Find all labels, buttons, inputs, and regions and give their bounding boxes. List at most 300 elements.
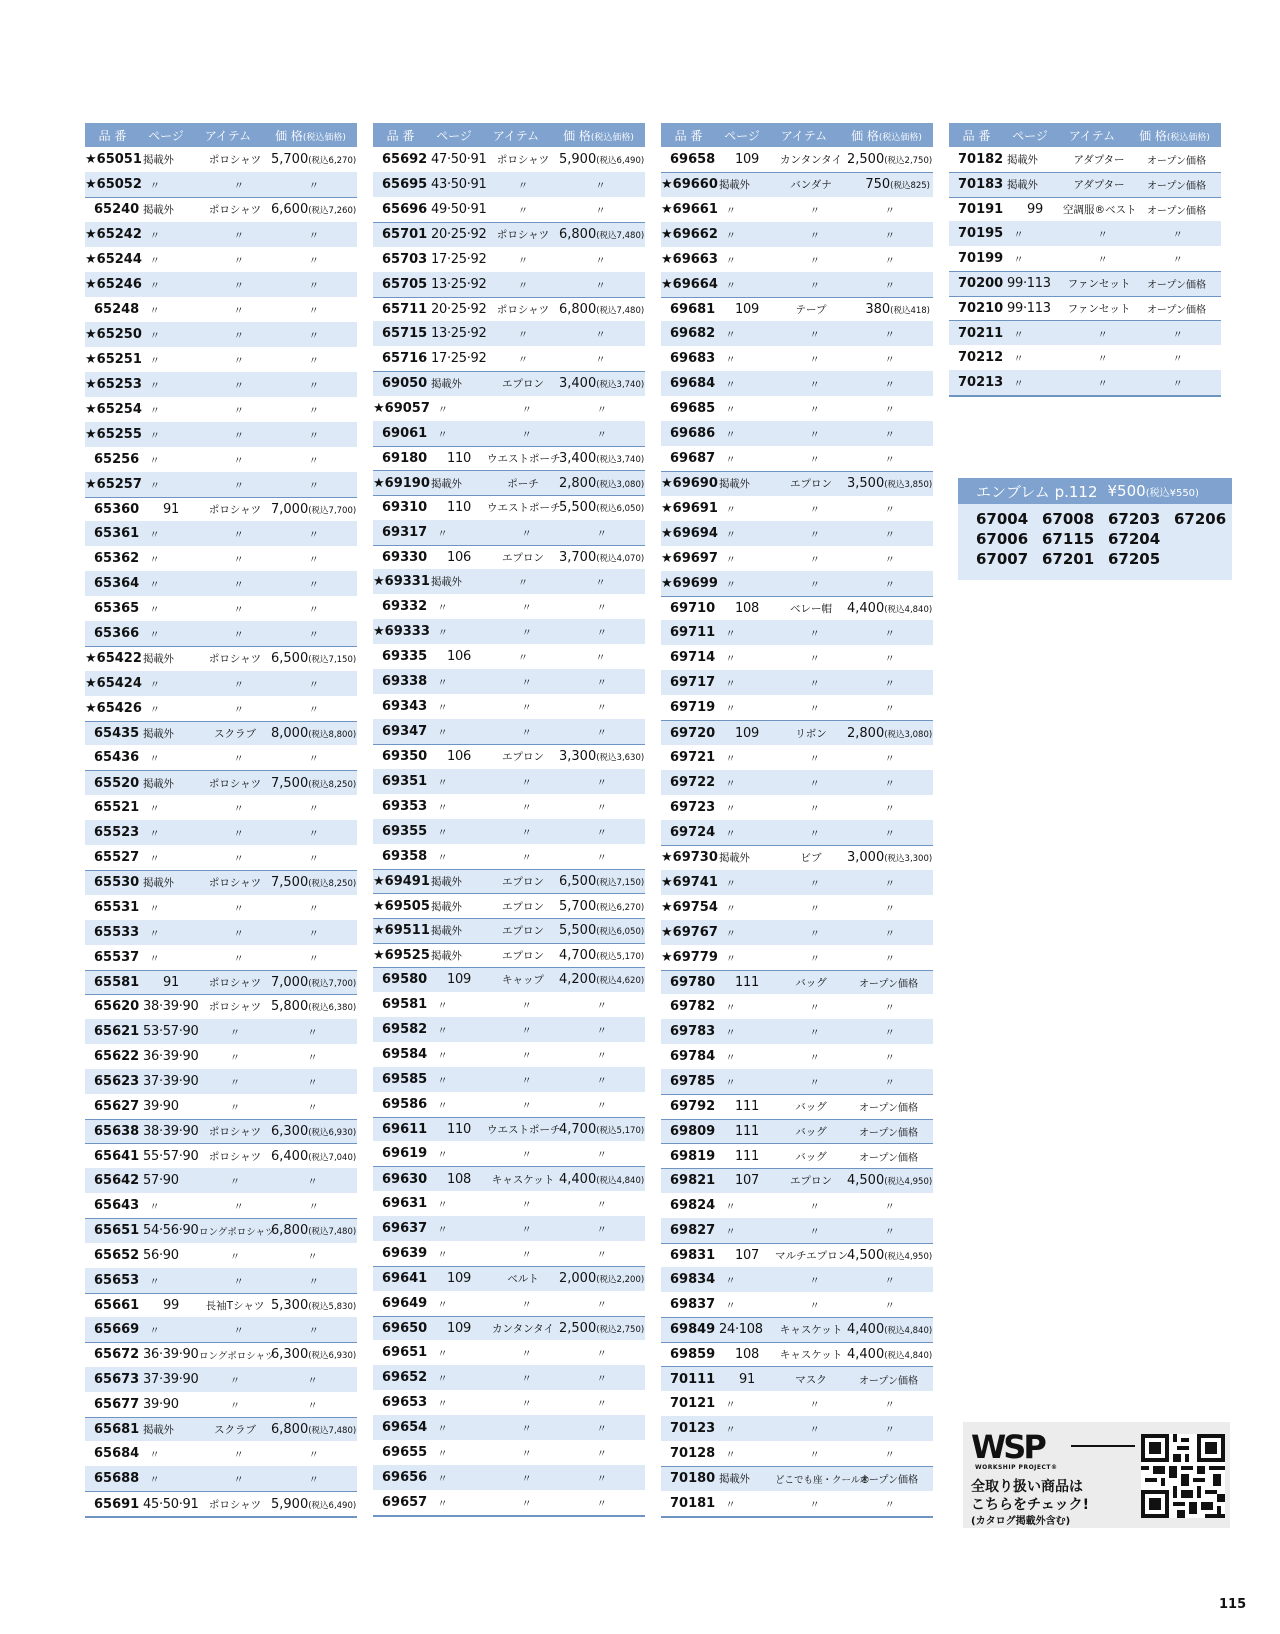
emblem-code: 67206 — [1174, 510, 1227, 528]
table-row — [373, 1092, 645, 1117]
product-code: 69338 — [382, 674, 428, 690]
catalog-page: 111 — [735, 1124, 759, 1140]
product-code: 69849 — [670, 1322, 716, 1338]
price: 〃 — [884, 1003, 895, 1015]
wsp-banner[interactable] — [963, 1422, 1230, 1528]
catalog-page: 〃 — [149, 355, 160, 367]
price: 〃 — [595, 206, 606, 217]
price: オープン価格 — [858, 1103, 919, 1115]
product-code: 65523 — [94, 824, 140, 840]
item-name: 〃 — [809, 1226, 820, 1238]
product-code: 65695 — [382, 177, 428, 192]
catalog-page: 〃 — [725, 330, 736, 342]
price-tax-included: (税込6,270) — [308, 156, 357, 166]
header-item: アイテム — [492, 128, 540, 143]
item-name: 〃 — [809, 529, 820, 541]
product-code: ★65257 — [85, 476, 142, 492]
table-row — [373, 1216, 645, 1241]
item-name: エプロン — [502, 949, 544, 962]
table-row — [661, 1193, 933, 1218]
product-code: 65715 — [382, 326, 428, 342]
item-name: 〃 — [233, 803, 244, 815]
table-row — [661, 845, 933, 870]
price-tax-included: (税込2,750) — [596, 1324, 645, 1335]
table-row — [373, 1191, 645, 1216]
item-name: 〃 — [233, 530, 244, 542]
price: オープン価格 — [858, 1128, 919, 1140]
catalog-page: 掲載外 — [143, 1424, 174, 1437]
price: 〃 — [596, 1374, 607, 1386]
price: 〃 — [308, 355, 319, 367]
price: 〃 — [596, 728, 607, 740]
item-name: 〃 — [809, 828, 820, 840]
table-row — [661, 571, 933, 596]
catalog-page: 111 — [735, 1099, 759, 1115]
table-row — [85, 571, 357, 596]
table-row — [85, 1417, 357, 1442]
product-code: 65436 — [94, 750, 140, 766]
item-name: ポーチ — [507, 477, 539, 490]
price: 〃 — [596, 852, 607, 864]
catalog-page: 〃 — [149, 605, 160, 617]
catalog-page: 掲載外 — [143, 728, 174, 741]
catalog-page: 〃 — [149, 230, 160, 242]
table-row — [661, 970, 933, 995]
table-row — [661, 895, 933, 920]
price: 〃 — [884, 529, 895, 541]
item-name: 〃 — [521, 603, 532, 615]
price: 〃 — [308, 380, 319, 392]
item-name: カンタンタイ — [780, 154, 842, 166]
item-name: 〃 — [809, 380, 820, 392]
price-tax-included: (税込6,270) — [596, 902, 645, 913]
catalog-page: 〃 — [437, 603, 448, 615]
table-row — [85, 1466, 357, 1491]
catalog-page: 〃 — [149, 928, 160, 940]
qr-code-icon[interactable] — [1141, 1434, 1225, 1518]
table-row — [373, 520, 645, 545]
table-row — [85, 745, 357, 770]
product-code: 65692 — [382, 152, 428, 167]
catalog-page: 掲載外 — [431, 925, 462, 938]
header-code: 品 番 — [386, 128, 415, 143]
table-row — [373, 247, 645, 272]
table-row — [373, 1440, 645, 1465]
price: 〃 — [308, 455, 319, 467]
product-code: 69711 — [670, 625, 716, 641]
item-name: 〃 — [518, 330, 528, 342]
price: 〃 — [884, 928, 895, 940]
product-code: ★65246 — [85, 276, 142, 292]
item-name: ロングポロシャツ — [199, 1226, 275, 1238]
price: 2,500(税込2,750) — [559, 1320, 645, 1336]
table-row — [373, 1365, 645, 1390]
catalog-page: 〃 — [437, 1075, 448, 1087]
item-name: 〃 — [230, 1077, 240, 1089]
item-name: 〃 — [809, 1201, 820, 1213]
item-name: 〃 — [521, 1399, 532, 1411]
price: 〃 — [884, 778, 895, 790]
header-page: ページ — [1012, 128, 1048, 143]
catalog-page: 〃 — [725, 803, 736, 815]
header-price: 価 格(税込価格) — [563, 128, 634, 143]
price: 〃 — [884, 1078, 895, 1090]
product-code: 65520 — [94, 775, 140, 791]
product-code: 65643 — [94, 1197, 140, 1213]
catalog-page: 〃 — [725, 1499, 736, 1511]
table-header — [85, 123, 357, 147]
price: 2,800(税込3,080) — [559, 475, 645, 491]
price-tax-included: (税込5,830) — [308, 1301, 357, 1312]
item-name: 〃 — [809, 679, 820, 691]
catalog-page: 106 — [447, 549, 471, 565]
price: 〃 — [308, 803, 319, 815]
item-name: 〃 — [809, 579, 820, 591]
item-name: キャスケット — [779, 1324, 843, 1337]
table-row — [373, 470, 645, 495]
price: 2,000(税込2,200) — [559, 1271, 645, 1287]
table-row — [85, 1069, 357, 1094]
product-code: 69653 — [382, 1395, 428, 1411]
price: 5,700(税込6,270) — [559, 898, 645, 914]
price: 〃 — [884, 280, 895, 292]
product-code: 69724 — [670, 824, 716, 840]
price: 〃 — [308, 480, 319, 492]
catalog-page: 掲載外 — [431, 876, 462, 889]
table-row — [85, 920, 357, 945]
product-code: 69824 — [670, 1197, 716, 1213]
product-column-3 — [661, 123, 933, 1518]
product-code: ★69660 — [661, 177, 718, 193]
price: 〃 — [595, 181, 606, 192]
catalog-page: 〃 — [1013, 378, 1024, 390]
price: 〃 — [308, 928, 319, 940]
price: 〃 — [1172, 378, 1183, 390]
product-column-1 — [85, 123, 357, 1518]
price: 〃 — [884, 554, 895, 566]
catalog-page: 〃 — [437, 1224, 448, 1236]
catalog-page: 37·39·90 — [143, 1073, 199, 1089]
table-row — [661, 745, 933, 770]
price: 〃 — [596, 528, 607, 540]
catalog-page: 掲載外 — [431, 576, 462, 589]
wsp-text-2: こちらをチェック! — [971, 1497, 1089, 1513]
item-name: 〃 — [809, 778, 820, 790]
product-code: 65661 — [94, 1297, 140, 1313]
price-tax-included: (税込3,740) — [596, 380, 645, 391]
item-name: 〃 — [233, 255, 244, 267]
catalog-page: 掲載外 — [1007, 179, 1038, 192]
emblem-code: 67007 — [976, 550, 1029, 568]
item-name: アダプター — [1073, 154, 1125, 166]
item-name: 〃 — [233, 330, 244, 342]
table-row — [373, 495, 645, 520]
item-name: 〃 — [521, 1050, 532, 1062]
item-name: 〃 — [233, 828, 244, 840]
table-row — [373, 1266, 645, 1291]
price: 〃 — [595, 255, 606, 267]
catalog-page: 〃 — [725, 1201, 736, 1213]
catalog-page: 掲載外 — [143, 204, 174, 217]
catalog-page: 108 — [447, 1171, 471, 1187]
table-row — [373, 992, 645, 1017]
price: オープン価格 — [1146, 156, 1207, 167]
price: 4,400(税込4,840) — [847, 601, 933, 617]
price: 〃 — [308, 953, 319, 965]
table-row — [373, 869, 645, 894]
price: 〃 — [884, 1053, 895, 1065]
catalog-page: 47·50·91 — [431, 152, 487, 167]
catalog-page: 〃 — [1013, 353, 1024, 365]
catalog-page: 掲載外 — [431, 378, 462, 391]
catalog-page: 〃 — [149, 181, 160, 192]
table-row — [661, 172, 933, 197]
price: 5,700(税込6,270) — [271, 152, 357, 167]
table-row — [85, 472, 357, 497]
catalog-page: 掲載外 — [431, 477, 462, 490]
item-name: ポロシャツ — [208, 877, 262, 890]
price: 〃 — [308, 181, 319, 192]
table-row — [373, 396, 645, 421]
price: 〃 — [596, 1399, 607, 1411]
catalog-page: 〃 — [149, 1201, 160, 1213]
product-code: 65703 — [382, 251, 428, 267]
product-code: ★65426 — [85, 700, 142, 716]
product-code: 65248 — [94, 301, 140, 317]
table-row — [85, 197, 357, 222]
header-page: ページ — [436, 128, 472, 143]
header-page: ページ — [724, 128, 760, 143]
item-name: 〃 — [518, 355, 528, 367]
catalog-page: 38·39·90 — [143, 999, 199, 1015]
catalog-page: 55·57·90 — [143, 1148, 199, 1164]
product-code: 65620 — [94, 999, 140, 1015]
item-name: ウエストポーチ — [487, 453, 561, 466]
price: 〃 — [1172, 329, 1183, 341]
product-code: 69343 — [382, 699, 428, 715]
catalog-page: 43·50·91 — [431, 177, 487, 192]
product-code: 65651 — [94, 1223, 140, 1239]
product-code: 69656 — [382, 1470, 428, 1486]
emblem-code: 67203 — [1108, 510, 1161, 528]
table-row — [373, 421, 645, 446]
price-tax-included: (税込4,840) — [596, 1175, 645, 1186]
product-code: ★65254 — [85, 401, 142, 417]
price: 7,500(税込8,250) — [271, 875, 357, 891]
product-code: 65701 — [382, 227, 428, 243]
catalog-page: 〃 — [725, 579, 736, 591]
item-name: 〃 — [809, 554, 820, 566]
catalog-page: 〃 — [725, 828, 736, 840]
price: 〃 — [884, 380, 895, 392]
table-row — [85, 272, 357, 297]
catalog-page: 56·90 — [143, 1247, 179, 1263]
wsp-logo-line — [1071, 1445, 1135, 1447]
price: 〃 — [595, 330, 606, 342]
price: 〃 — [308, 230, 319, 242]
price: 〃 — [308, 1475, 319, 1487]
item-name: エプロン — [502, 751, 544, 764]
price-tax-included: (税込8,250) — [308, 779, 357, 790]
item-name: 〃 — [518, 255, 528, 267]
table-row — [949, 296, 1221, 321]
item-name: 〃 — [809, 255, 820, 267]
price: 〃 — [307, 1052, 318, 1064]
item-name: 〃 — [233, 605, 244, 617]
price: 6,500(税込7,150) — [559, 874, 645, 890]
price-tax-included: (税込7,480) — [596, 231, 645, 242]
price: 3,500(税込3,850) — [847, 476, 933, 492]
item-name: 〃 — [521, 1224, 532, 1236]
table-row — [949, 172, 1221, 197]
product-code: 65623 — [94, 1073, 140, 1089]
item-name: 〃 — [521, 1499, 532, 1511]
product-column-2 — [373, 123, 645, 1517]
item-name: エプロン — [790, 1175, 832, 1188]
product-code: 69061 — [382, 425, 428, 441]
item-name: 〃 — [809, 1399, 820, 1411]
item-name: 〃 — [233, 380, 244, 392]
product-code: 69050 — [382, 376, 428, 392]
product-code: 69723 — [670, 799, 716, 815]
price: 750(税込825) — [865, 177, 930, 193]
item-name: 〃 — [233, 630, 244, 642]
catalog-page: 〃 — [725, 1449, 736, 1461]
item-name: 〃 — [521, 1249, 532, 1261]
item-name: 〃 — [233, 679, 244, 691]
table-row — [373, 719, 645, 744]
product-code: 69650 — [382, 1320, 428, 1336]
item-name: ウエストポーチ — [487, 502, 561, 515]
price: 5,900(税込6,490) — [559, 152, 645, 167]
table-row — [661, 147, 933, 172]
price: 〃 — [596, 1075, 607, 1087]
item-name: ポロシャツ — [208, 154, 262, 166]
item-name: 〃 — [809, 1449, 820, 1461]
item-name: エプロン — [502, 551, 544, 564]
table-row — [85, 1193, 357, 1218]
catalog-page: 〃 — [437, 1000, 448, 1012]
price: 〃 — [596, 802, 607, 814]
emblem-title: エンブレム p.112 — [976, 482, 1098, 501]
item-name: ポロシャツ — [208, 503, 262, 516]
price: 5,500(税込6,050) — [559, 500, 645, 516]
table-row — [373, 694, 645, 719]
price: オープン価格 — [1146, 305, 1207, 317]
table-row — [85, 721, 357, 746]
product-code: 69837 — [670, 1297, 716, 1313]
table-row — [661, 1416, 933, 1441]
product-code: 69784 — [670, 1049, 716, 1065]
price: 〃 — [308, 330, 319, 342]
product-code: 69819 — [670, 1148, 716, 1164]
price: 〃 — [884, 1028, 895, 1040]
product-code: ★69767 — [661, 924, 718, 940]
table-row — [85, 447, 357, 472]
catalog-page: 掲載外 — [719, 852, 750, 865]
table-row — [373, 346, 645, 371]
price: 〃 — [884, 1226, 895, 1238]
table-row — [85, 770, 357, 795]
product-code: 70180 — [670, 1471, 716, 1487]
price-tax-included: (税込7,150) — [596, 878, 645, 889]
catalog-page: 〃 — [437, 703, 448, 715]
price-tax-included: (税込8,800) — [308, 730, 357, 741]
item-name: ビブ — [800, 852, 822, 865]
catalog-page: 〃 — [725, 355, 736, 367]
catalog-page: 〃 — [149, 1276, 160, 1288]
item-name: スクラブ — [214, 1424, 256, 1437]
table-row — [85, 546, 357, 571]
item-name: 〃 — [521, 1349, 532, 1361]
product-code: 69655 — [382, 1445, 428, 1461]
product-code: 65642 — [94, 1172, 140, 1188]
item-name: 〃 — [233, 953, 244, 965]
product-code: ★65250 — [85, 326, 142, 342]
price: 〃 — [596, 429, 607, 441]
product-code: 65533 — [94, 924, 140, 940]
price: 〃 — [308, 305, 319, 317]
item-name: ウエストポーチ — [487, 1124, 561, 1137]
item-name: ファンセット — [1067, 278, 1131, 291]
product-code: ★65052 — [85, 177, 142, 192]
item-name: 〃 — [521, 429, 532, 441]
catalog-page: 〃 — [437, 1025, 448, 1037]
product-code: 69717 — [670, 675, 716, 691]
catalog-page: 〃 — [149, 828, 160, 840]
catalog-page: 〃 — [725, 878, 736, 890]
item-name: 〃 — [809, 504, 820, 516]
product-code: 69630 — [382, 1171, 428, 1187]
item-name: 〃 — [809, 1424, 820, 1436]
product-code: 69792 — [670, 1099, 716, 1115]
product-code: 69785 — [670, 1074, 716, 1090]
emblem-codes — [958, 504, 1232, 568]
catalog-page: 13·25·92 — [431, 276, 487, 292]
item-name: 〃 — [809, 903, 820, 915]
item-name: 〃 — [809, 1078, 820, 1090]
table-row — [661, 1267, 933, 1292]
item-name: 〃 — [809, 654, 820, 666]
price-tax-included: (税込4,950) — [884, 1251, 933, 1262]
item-name: 〃 — [521, 827, 532, 839]
price: 〃 — [308, 280, 319, 292]
table-row — [85, 1019, 357, 1044]
price: 〃 — [596, 1424, 607, 1436]
price: 〃 — [596, 1249, 607, 1261]
table-row — [85, 222, 357, 247]
price: 〃 — [884, 1449, 895, 1461]
price-tax-included: (税込4,620) — [596, 976, 645, 987]
table-row — [661, 670, 933, 695]
product-code: 69585 — [382, 1071, 428, 1087]
price: 4,500(税込4,950) — [847, 1173, 933, 1189]
catalog-page: 〃 — [149, 580, 160, 592]
header-item: アイテム — [1068, 128, 1116, 143]
product-code: 69782 — [670, 999, 716, 1015]
price: 6,800(税込7,480) — [271, 1422, 357, 1438]
price: 〃 — [307, 1400, 318, 1412]
price: 7,500(税込8,250) — [271, 775, 357, 791]
emblem-code: 67201 — [1042, 550, 1095, 568]
item-name: 〃 — [809, 430, 820, 442]
table-row — [85, 621, 357, 646]
product-code: 69687 — [670, 451, 716, 467]
price: 〃 — [308, 828, 319, 840]
price: 〃 — [884, 405, 895, 417]
price: 〃 — [596, 777, 607, 789]
price: 〃 — [884, 828, 895, 840]
